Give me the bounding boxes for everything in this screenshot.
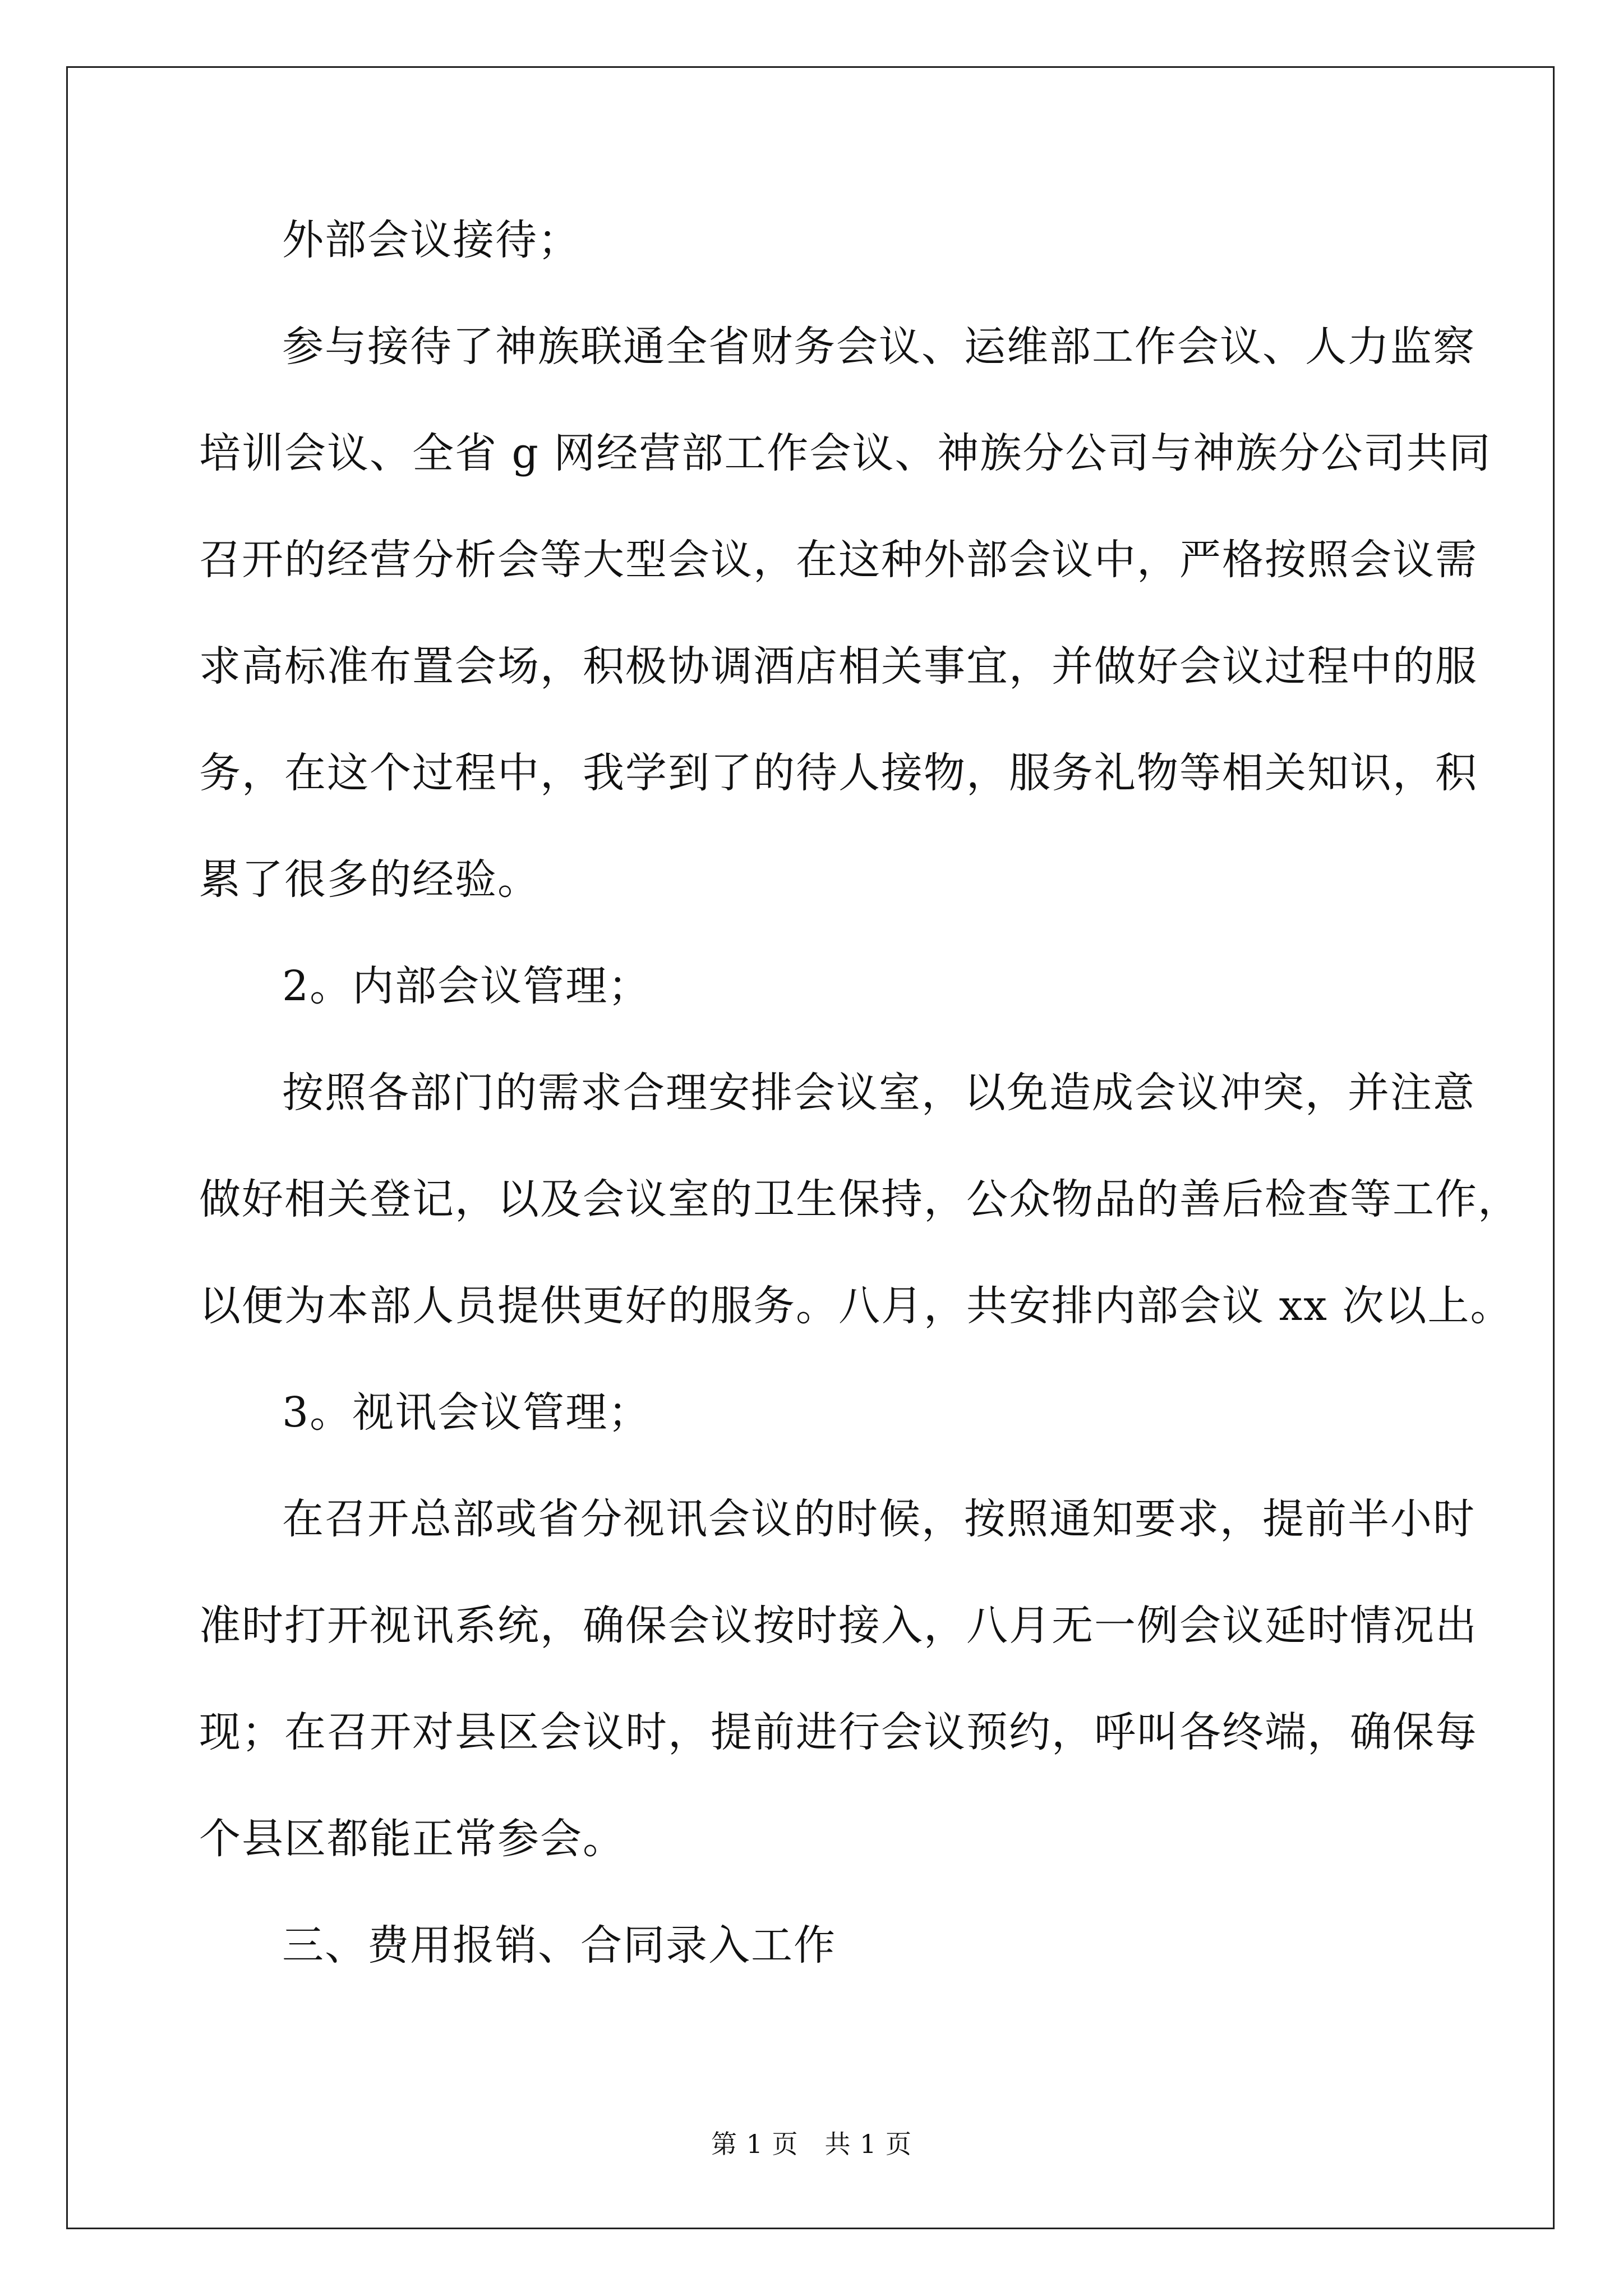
paragraph-line: 以便为本部人员提供更好的服务。八月，共安排内部会议 xx 次以上。	[199, 1282, 1513, 1330]
paragraph-heading-video-meetings: 3。视讯会议管理；	[282, 1388, 651, 1437]
page-footer: 第 1 页 共 1 页	[711, 2129, 912, 2159]
paragraph-line: 准时打开视讯系统，确保会议按时接入，八月无一例会议延时情况出	[199, 1602, 1478, 1650]
paragraph-line: 在召开总部或省分视讯会议的时候，按照通知要求，提前半小时	[282, 1495, 1476, 1543]
paragraph-line: 培训会议、全省 g 网经营部工作会议、神族分公司与神族分公司共同	[199, 429, 1492, 477]
paragraph-line: 个县区都能正常参会。	[199, 1815, 625, 1863]
paragraph-line: 做好相关登记，以及会议室的卫生保持，公众物品的善后检查等工作，	[199, 1175, 1520, 1223]
paragraph-heading-external-meetings: 外部会议接待；	[282, 216, 580, 264]
paragraph-line: 务，在这个过程中，我学到了的待人接物，服务礼物等相关知识，积	[199, 749, 1478, 797]
page-border	[66, 66, 1555, 2229]
section-heading-expenses-contracts: 三、费用报销、合同录入工作	[282, 1921, 836, 1970]
paragraph-line: 参与接待了神族联通全省财务会议、运维部工作会议、人力监察	[282, 323, 1476, 371]
paragraph-heading-internal-meetings: 2。内部会议管理；	[282, 962, 651, 1010]
paragraph-line: 召开的经营分析会等大型会议，在这种外部会议中，严格按照会议需	[199, 536, 1478, 584]
paragraph-line: 求高标准布置会场，积极协调酒店相关事宜，并做好会议过程中的服	[199, 642, 1478, 691]
paragraph-line: 累了很多的经验。	[199, 855, 540, 904]
paragraph-line: 按照各部门的需求合理安排会议室，以免造成会议冲突，并注意	[282, 1069, 1476, 1117]
paragraph-line: 现；在召开对县区会议时，提前进行会议预约，呼叫各终端，确保每	[199, 1708, 1478, 1756]
